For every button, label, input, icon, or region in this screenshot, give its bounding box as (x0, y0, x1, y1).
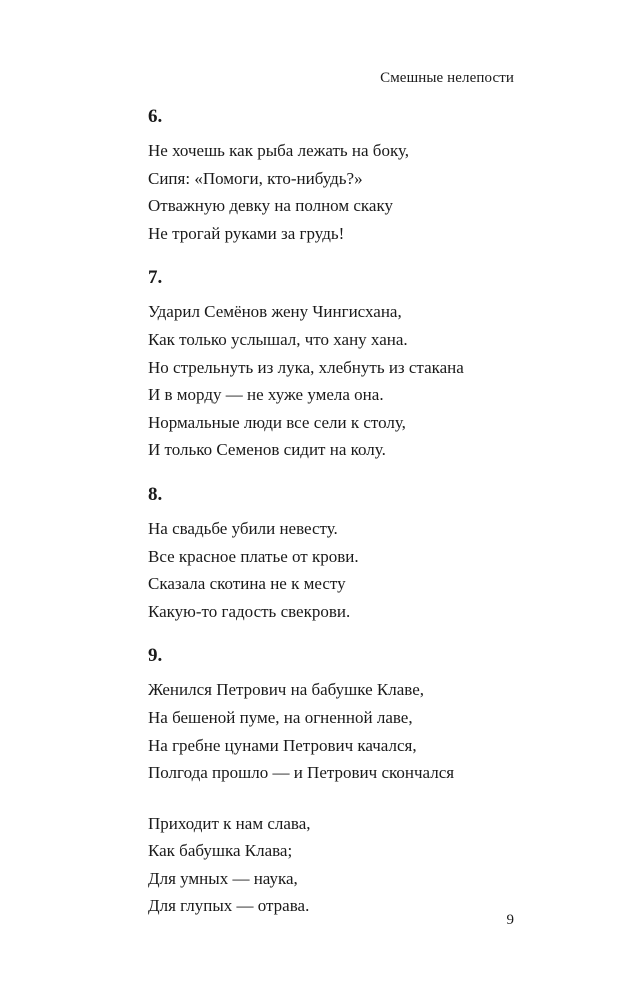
verse-line: Для глупых — отрава. (148, 896, 310, 916)
verse-line: Не хочешь как рыба лежать на боку, (148, 141, 410, 160)
stanza (148, 298, 568, 464)
running-title: Смешные нелепости (380, 70, 514, 86)
verse-line: Женился Петрович на бабушке Клаве, (148, 680, 424, 700)
poems-column (148, 106, 568, 920)
verse-line: Для умных — наука, (148, 868, 298, 888)
verse-line: Сказала скотина не к месту (148, 574, 346, 594)
poem-8 (148, 484, 568, 625)
verse-line: Все красное платье от крови. (148, 546, 359, 566)
verse-line: На бешеной пуме, на огненной лаве, (148, 707, 413, 727)
poem-7 (148, 267, 568, 464)
poem-6 (148, 106, 568, 247)
verse-line: Ударил Семёнов жену Чингисхана, (148, 302, 402, 322)
verse-line: Приходит к нам слава, (148, 813, 311, 833)
verse-line: И в морду — не хуже умела она. (148, 385, 384, 405)
poem-number: 6. (148, 106, 163, 127)
stanza (148, 515, 568, 625)
verse-line: Сипя: «Помоги, кто-нибудь?» (148, 168, 363, 188)
poem-number: 8. (148, 483, 163, 505)
stanza (148, 810, 568, 920)
verse-line: На гребне цунами Петрович качался, (148, 735, 417, 755)
verse-line: И только Семенов сидит на колу. (148, 440, 386, 460)
verse-line: Нормальные люди все сели к столу, (148, 412, 406, 432)
page-number: 9 (506, 912, 514, 928)
verse-line: Не трогай руками за грудь! (148, 223, 345, 243)
verse-line: Как только услышал, что хану хана. (148, 329, 408, 349)
stanza (148, 137, 568, 247)
verse-line: Отважную девку на полном скаку (148, 196, 393, 216)
verse-line: На свадьбе убили невесту. (148, 518, 338, 538)
verse-line: Как бабушка Клава; (148, 841, 293, 861)
verse-line: Полгода прошло — и Петрович скончался (148, 763, 455, 783)
stanza (148, 676, 568, 786)
poem-9 (148, 645, 568, 920)
verse-line: Какую-то гадость свекрови. (148, 601, 351, 621)
poem-number: 7. (148, 267, 163, 289)
verse-line: Но стрельнуть из лука, хлебнуть из стакана (148, 357, 464, 377)
poem-number: 9. (148, 645, 163, 667)
